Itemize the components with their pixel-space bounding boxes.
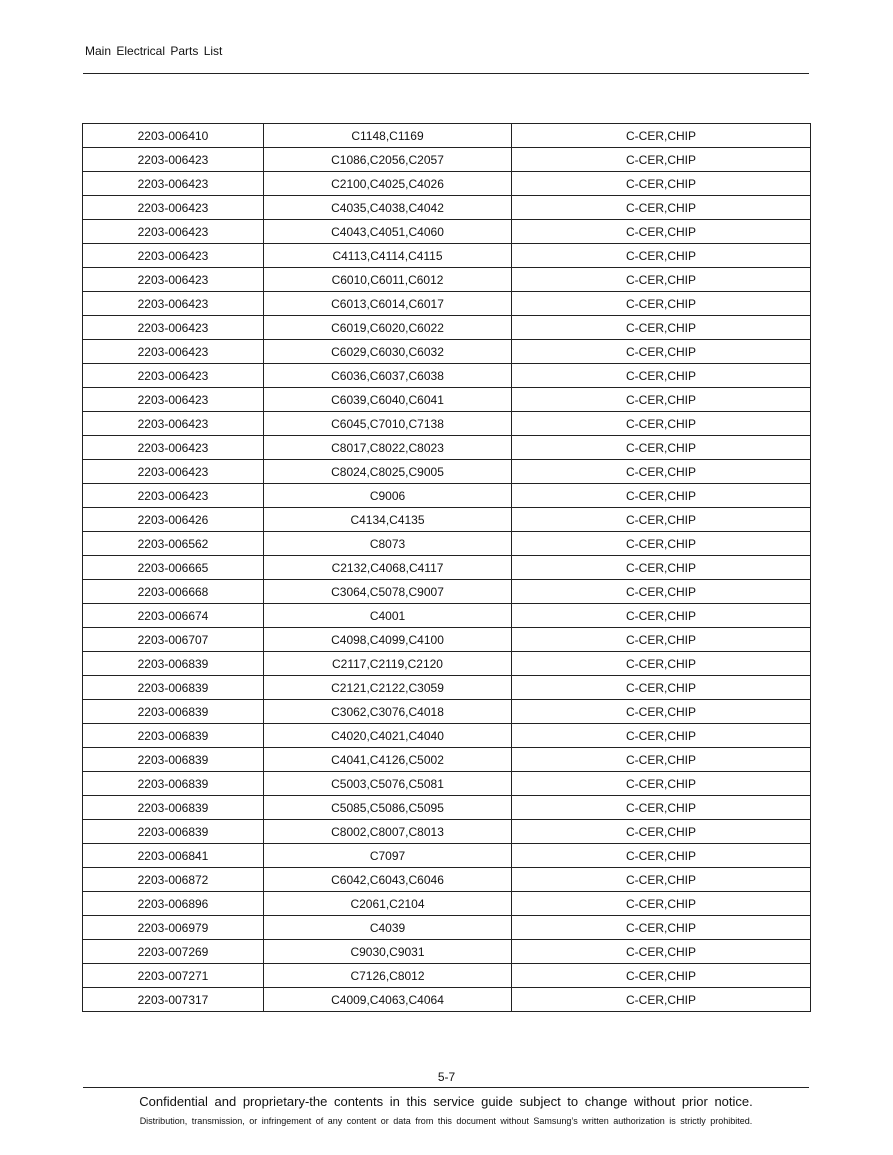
part-number-cell: 2203-006423 [83,412,264,436]
part-number-cell: 2203-006423 [83,220,264,244]
table-row [83,556,811,580]
table-row [83,508,811,532]
location-cell: C1086,C2056,C2057 [264,148,512,172]
description-cell: C-CER,CHIP [512,844,811,868]
table-row [83,412,811,436]
table-row [83,220,811,244]
description-cell: C-CER,CHIP [512,940,811,964]
location-cell: C6045,C7010,C7138 [264,412,512,436]
description-cell: C-CER,CHIP [512,124,811,148]
description-cell: C-CER,CHIP [512,868,811,892]
part-number-cell: 2203-006423 [83,436,264,460]
description-cell: C-CER,CHIP [512,652,811,676]
header-divider [83,73,809,74]
part-number-cell: 2203-006423 [83,172,264,196]
description-cell: C-CER,CHIP [512,580,811,604]
part-number-cell: 2203-006423 [83,196,264,220]
location-cell: C8024,C8025,C9005 [264,460,512,484]
table-row [83,244,811,268]
part-number-cell: 2203-006423 [83,460,264,484]
part-number-cell: 2203-006423 [83,484,264,508]
part-number-cell: 2203-006668 [83,580,264,604]
description-cell: C-CER,CHIP [512,796,811,820]
table-row [83,172,811,196]
location-cell: C8073 [264,532,512,556]
confidential-notice: Confidential and proprietary-the contents in this service guide subject to change without prior notice. [139,1094,753,1109]
part-number-cell: 2203-006839 [83,700,264,724]
location-cell: C2061,C2104 [264,892,512,916]
part-number-cell: 2203-006979 [83,916,264,940]
part-number-cell: 2203-006423 [83,364,264,388]
description-cell: C-CER,CHIP [512,460,811,484]
location-cell: C4134,C4135 [264,508,512,532]
table-row [83,604,811,628]
table-row [83,916,811,940]
description-cell: C-CER,CHIP [512,820,811,844]
location-cell: C5085,C5086,C5095 [264,796,512,820]
location-cell: C4039 [264,916,512,940]
location-cell: C2121,C2122,C3059 [264,676,512,700]
table-row [83,700,811,724]
table-row [83,484,811,508]
description-cell: C-CER,CHIP [512,724,811,748]
table-row [83,868,811,892]
part-number-cell: 2203-007317 [83,988,264,1012]
description-cell: C-CER,CHIP [512,220,811,244]
description-cell: C-CER,CHIP [512,340,811,364]
table-row [83,772,811,796]
page-number: 5-7 [437,1070,456,1084]
table-row [83,796,811,820]
part-number-cell: 2203-006423 [83,148,264,172]
part-number-cell: 2203-006410 [83,124,264,148]
location-cell: C4020,C4021,C4040 [264,724,512,748]
table-row [83,316,811,340]
description-cell: C-CER,CHIP [512,436,811,460]
part-number-cell: 2203-006839 [83,724,264,748]
footer-divider [83,1087,809,1088]
table-row [83,820,811,844]
table-row [83,892,811,916]
table-row [83,988,811,1012]
description-cell: C-CER,CHIP [512,172,811,196]
description-cell: C-CER,CHIP [512,316,811,340]
description-cell: C-CER,CHIP [512,892,811,916]
distribution-notice: Distribution, transmission, or infringement of any content or data from this document without Samsung’s written authorization is strictly prohibited. [139,1116,753,1126]
part-number-cell: 2203-006674 [83,604,264,628]
part-number-cell: 2203-006839 [83,820,264,844]
table-row [83,748,811,772]
location-cell: C9030,C9031 [264,940,512,964]
table-row [83,940,811,964]
location-cell: C6036,C6037,C6038 [264,364,512,388]
location-cell: C8002,C8007,C8013 [264,820,512,844]
description-cell: C-CER,CHIP [512,148,811,172]
page-header-title: Main Electrical Parts List [85,44,223,58]
table-row [83,628,811,652]
description-cell: C-CER,CHIP [512,532,811,556]
part-number-cell: 2203-006839 [83,796,264,820]
description-cell: C-CER,CHIP [512,604,811,628]
description-cell: C-CER,CHIP [512,244,811,268]
table-row [83,724,811,748]
location-cell: C6019,C6020,C6022 [264,316,512,340]
part-number-cell: 2203-006423 [83,268,264,292]
location-cell: C3062,C3076,C4018 [264,700,512,724]
part-number-cell: 2203-006839 [83,748,264,772]
location-cell: C4035,C4038,C4042 [264,196,512,220]
table-row [83,388,811,412]
description-cell: C-CER,CHIP [512,508,811,532]
location-cell: C1148,C1169 [264,124,512,148]
table-row [83,964,811,988]
part-number-cell: 2203-006426 [83,508,264,532]
table-row [83,844,811,868]
table-row [83,436,811,460]
location-cell: C6039,C6040,C6041 [264,388,512,412]
parts-table [82,123,811,1012]
part-number-cell: 2203-006839 [83,652,264,676]
table-row [83,580,811,604]
table-row [83,196,811,220]
description-cell: C-CER,CHIP [512,628,811,652]
description-cell: C-CER,CHIP [512,988,811,1012]
location-cell: C4041,C4126,C5002 [264,748,512,772]
part-number-cell: 2203-006423 [83,292,264,316]
location-cell: C3064,C5078,C9007 [264,580,512,604]
description-cell: C-CER,CHIP [512,916,811,940]
table-row [83,268,811,292]
description-cell: C-CER,CHIP [512,412,811,436]
description-cell: C-CER,CHIP [512,388,811,412]
location-cell: C6029,C6030,C6032 [264,340,512,364]
part-number-cell: 2203-006665 [83,556,264,580]
table-row [83,676,811,700]
description-cell: C-CER,CHIP [512,196,811,220]
description-cell: C-CER,CHIP [512,556,811,580]
part-number-cell: 2203-007269 [83,940,264,964]
location-cell: C4043,C4051,C4060 [264,220,512,244]
location-cell: C2117,C2119,C2120 [264,652,512,676]
location-cell: C7126,C8012 [264,964,512,988]
part-number-cell: 2203-006839 [83,676,264,700]
location-cell: C6042,C6043,C6046 [264,868,512,892]
location-cell: C7097 [264,844,512,868]
location-cell: C4001 [264,604,512,628]
location-cell: C9006 [264,484,512,508]
location-cell: C8017,C8022,C8023 [264,436,512,460]
part-number-cell: 2203-006423 [83,316,264,340]
description-cell: C-CER,CHIP [512,772,811,796]
table-row [83,124,811,148]
table-row [83,460,811,484]
location-cell: C4113,C4114,C4115 [264,244,512,268]
table-row [83,148,811,172]
table-row [83,340,811,364]
part-number-cell: 2203-006841 [83,844,264,868]
location-cell: C4098,C4099,C4100 [264,628,512,652]
location-cell: C2100,C4025,C4026 [264,172,512,196]
location-cell: C4009,C4063,C4064 [264,988,512,1012]
table-row [83,652,811,676]
description-cell: C-CER,CHIP [512,700,811,724]
part-number-cell: 2203-006562 [83,532,264,556]
location-cell: C6013,C6014,C6017 [264,292,512,316]
location-cell: C2132,C4068,C4117 [264,556,512,580]
part-number-cell: 2203-006423 [83,340,264,364]
parts-table-body [83,124,811,1012]
description-cell: C-CER,CHIP [512,484,811,508]
description-cell: C-CER,CHIP [512,748,811,772]
part-number-cell: 2203-006839 [83,772,264,796]
table-row [83,364,811,388]
table-row [83,532,811,556]
part-number-cell: 2203-006872 [83,868,264,892]
location-cell: C5003,C5076,C5081 [264,772,512,796]
part-number-cell: 2203-007271 [83,964,264,988]
description-cell: C-CER,CHIP [512,676,811,700]
description-cell: C-CER,CHIP [512,268,811,292]
location-cell: C6010,C6011,C6012 [264,268,512,292]
part-number-cell: 2203-006896 [83,892,264,916]
description-cell: C-CER,CHIP [512,364,811,388]
part-number-cell: 2203-006423 [83,244,264,268]
description-cell: C-CER,CHIP [512,964,811,988]
description-cell: C-CER,CHIP [512,292,811,316]
table-row [83,292,811,316]
part-number-cell: 2203-006707 [83,628,264,652]
part-number-cell: 2203-006423 [83,388,264,412]
